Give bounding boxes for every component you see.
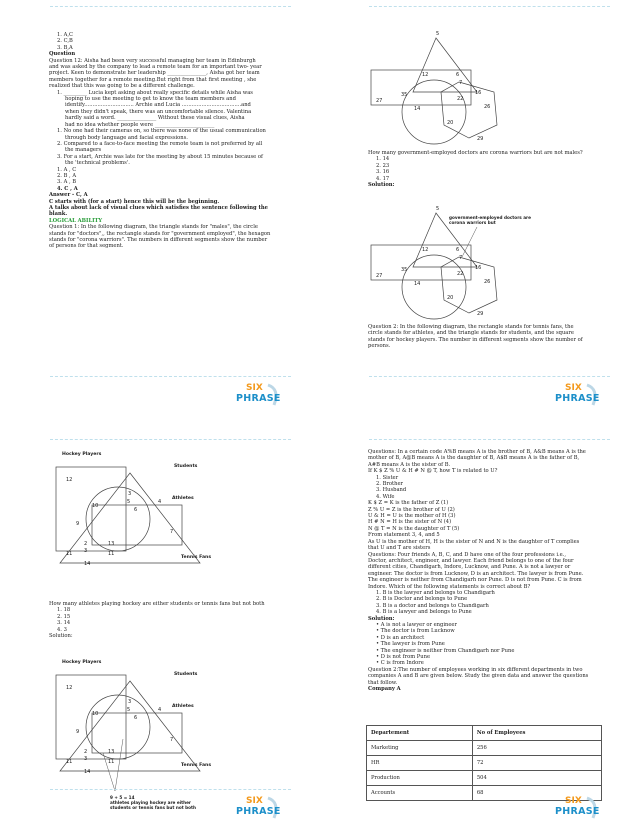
label-tennis: Tennis Fans [181,555,212,560]
page-divider [369,439,610,440]
text-line: Company A [368,686,401,693]
segment-number: 16 [475,265,482,271]
text-line: 4. C , A [57,185,78,192]
segment-number: 5 [436,31,440,37]
table-header-cell: Departement [367,726,473,741]
segment-number: 11 [66,759,73,765]
text-line: A#B means A is the sister of B. [368,461,451,468]
segment-number: 6 [134,715,138,721]
text-line: • The lawyer is from Pune [376,641,445,648]
text-line: hoping to use the meeting to get to know the team members and [65,96,236,103]
page-divider [50,6,291,7]
table-cell: Marketing [367,741,473,756]
text-line: • A is not a lawyer or engineer [376,621,457,628]
logo-six: SIX [246,796,263,806]
segment-number: 11 [108,759,115,765]
text-line: C starts with (for a start) hence this will be the beginning. [49,198,220,205]
text-line: 2. 15 [57,613,71,620]
logo-six: SIX [565,383,582,393]
page-divider [50,376,291,377]
venn-diagram-solution [319,205,638,335]
text-line: 3. B,A [57,44,73,51]
text-line: • The engineer is neither from Chandigarh nor Pune [376,647,515,654]
annotation-text-2: corona warriors but [449,220,496,225]
question-2-text [368,324,583,350]
text-line: the managers [65,147,102,154]
segment-number: 4 [158,499,162,505]
text-line: 1. A,C [57,32,73,38]
text-line: • C is from Indore [376,660,424,667]
text-line: companies A and B are given below. Study the given data and answer the questions [368,673,589,680]
text-line: and was asked by the company to lead a remote team for an important two- year [49,64,262,71]
text-line: 1. _________ Lucia kept asking about really specific details while Aisha was [57,89,253,96]
text-line: Questions: Four friends A, B, C, and D have one of the four professions i.e., [368,551,567,558]
segment-number: 11 [66,551,73,557]
text-line: Question 1: In the following diagram, the triangle stands for "males", the circle [49,224,258,231]
page-divider [50,789,291,790]
text-line: H # N = H is the sister of N (4) [368,519,452,526]
text-line: stands for "corona warriors". The numbers in different segments show the number [49,237,268,243]
text-line: Solution: [49,633,73,640]
segment-number: 6 [134,507,138,513]
label-hockey: Hockey Players [62,452,102,457]
text-line: A talks about lack of visual clues which satisfies the sentence following the [49,204,268,211]
segment-number: 13 [108,749,115,755]
table-cell: 68 [472,786,601,801]
text-line: project. Keen to demonstrate her leadership _______________, Aisha got her team [49,70,260,77]
text-line: 2. 23 [376,162,390,169]
table-cell: 72 [472,756,601,771]
text-line: engineer. The doctor is from Lucknow, D is an architect. The lawyer is from Pune. [368,570,584,577]
table-row [367,771,602,786]
logo-phrase: PHRASE [555,806,600,817]
logo-six: SIX [565,796,582,806]
segment-number: 10 [92,711,99,717]
text-line: 3. For a start, Archie was late for the meeting by about 15 minutes because of [57,153,263,160]
text-line: K $ Z = K is the father of Z (1) [368,500,449,507]
segment-number: 5 [436,206,440,212]
text-line: Solution: [368,615,395,622]
segment-number: 16 [475,90,482,96]
text-line: 3. A , B [57,179,77,186]
text-line: Indore. Which of the following statements is correct about B? [368,583,531,590]
text-line: Question 2: In the following diagram, the rectangle stands for tennis fans, the [368,324,574,330]
text-line: 4. B is a lawyer and belongs to Pune [376,609,472,616]
segment-number: 5 [127,499,131,505]
text-line: identify.............................. Archie and Lucia ....................................and [65,102,251,109]
segment-number: 35 [401,267,408,273]
table-header-cell: No of Employees [472,726,601,741]
segment-number: 12 [422,247,429,253]
page-2 [319,0,638,413]
sixphrase-logo-p4 [551,796,609,820]
text-line: stands for hockey players. The number in different segments show the number of [368,336,583,343]
segment-number: 7 [459,80,463,86]
venn-diagram-hockey [0,445,319,595]
segment-number: 14 [414,281,421,287]
segment-number: 35 [401,92,408,98]
text-line: 4. 17 [376,175,390,182]
text-line: Z % U = Z is the brother of U (2) [368,506,455,513]
text-line: 4. 3 [57,626,67,633]
label-tennis: Tennis Fans [181,763,212,768]
page-4-text [368,449,588,692]
text-line: The engineer is neither from Chandigarh nor Pune. D is not from Pune. C is from [368,577,582,584]
text-line: If K $ Z % U & H # N @ T, how T is related to U? [368,468,498,475]
text-line: that U and T are sisters [368,545,431,552]
students-triangle [60,681,200,771]
segment-number: 3 [128,491,132,497]
employees-table [366,725,602,801]
segment-number: 12 [66,685,73,691]
segment-number: 29 [477,311,484,317]
segment-number: 4 [158,707,162,713]
table-cell: 504 [472,771,601,786]
text-line: mother of B, A@B means A is the daughter of B, A$B means A is the father of B, [368,455,580,462]
text-line: LOGICAL ABILITY [49,217,103,224]
text-line: 2. B , A [57,172,77,179]
sixphrase-logo [232,796,290,820]
text-line: Question [49,51,76,58]
text-line: 1. 18 [57,607,71,614]
text-line: From statement 3, 4, and 5 [368,532,440,539]
table-cell: HR [367,756,473,771]
table-cell: Production [367,771,473,786]
segment-number: 9 [76,729,80,735]
segment-number: 26 [484,279,491,285]
text-line: that follow. [368,679,398,686]
annotation-arrow [462,227,477,257]
text-line: persons. [368,343,391,350]
segment-number: 9 [76,521,80,527]
athletes-circle [86,487,150,551]
text-line: 3. Husband [376,487,407,494]
text-line: 4. Wife [376,493,395,500]
text-line: had no idea whether people were _______________________ [65,121,215,128]
page-1 [0,0,319,413]
segment-number: 22 [457,96,464,102]
text-line: 2. Brother [376,481,403,488]
segment-number: 7 [459,255,463,261]
text-line: 1. Sister [376,474,399,481]
text-line: different cities, Chandigarh, Indore, Lucknow, and Pune. A is not a lawyer or [368,564,571,571]
logo-six: SIX [246,383,263,393]
text-line: 1. 14 [376,156,390,163]
text-line: Solution: [368,182,395,189]
text-line: • D is not from Pune [376,654,431,660]
table-cell: Accounts [367,786,473,801]
text-line: blank. [49,211,68,218]
text-line: 3. B is a doctor and belongs to Chandigarh [376,602,489,609]
segment-number: 29 [477,136,484,142]
segment-number: 7 [170,737,174,743]
segment-number: 3 [84,756,88,762]
segment-number: 12 [66,477,73,483]
label-students: Students [174,464,198,469]
segment-number: 11 [108,551,115,557]
segment-number: 2 [84,541,88,547]
table-row [367,756,602,771]
diagram-circle [402,255,466,319]
text-line: 1. A , C [57,166,77,173]
page-divider [369,6,610,7]
segment-number: 22 [457,271,464,277]
text-line: the 'technical problems'. [65,160,130,167]
page-3 [0,413,319,826]
segment-number: 6 [456,247,460,253]
page-divider [369,376,610,377]
text-line: Question 12: Aisha had been very successful managing her team in Edinburgh [49,57,256,64]
text-line: when they didn't speak, there was an uncomfortable silence. Valentina [65,108,252,115]
text-line: How many government-employed doctors are corona warriors but are not males? [368,150,583,156]
segment-number: 27 [376,273,383,279]
text-line: members together for a remote meeting.But right from that first meeting , she [49,76,257,83]
text-line: through body language and facial expressions. [65,134,188,141]
text-line: realized that this was going to be a different challenge. [49,83,195,90]
students-triangle [60,473,200,563]
text-line: 2. Compared to a face-to-face meeting the remote team is not preferred by all [57,140,263,147]
text-line: Question 2:The number of employees working in six different departments in two [368,666,583,673]
text-line: 3. 16 [376,169,390,176]
text-line: of persons for that segment. [49,243,124,250]
text-line: 2. B is Doctor and belongs to Pune [376,596,468,603]
text-line: hardly said a word. _______________ Without these visual clues, Aisha [65,115,245,122]
text-line: 2. C,B [57,38,73,45]
venn-diagram-doctors [319,30,638,163]
text-line: circle stands for athletes, and the triangle stands for students, and the square [368,330,574,337]
text-line: • The doctor is from Lucknow [376,628,455,635]
text-line: 3. 14 [57,620,71,627]
text-line: • D is an architect [376,634,425,641]
segment-number: 2 [84,749,88,755]
solution-note-1: 9 + 5 = 14 [110,795,135,800]
page-1-text [49,32,270,250]
annotation-arrow [115,739,123,791]
question-text [368,150,583,188]
diagram-hexagon [441,257,497,313]
label-students: Students [174,672,198,677]
text-line: N @ T = N is the daughter of T (5) [368,525,460,532]
segment-number: 3 [84,548,88,554]
solution-note-3: students or tennis fans but not both [110,805,197,810]
label-hockey: Hockey Players [62,660,102,665]
annotation-text-1: government-employed doctors are [449,215,531,220]
page-divider [50,439,291,440]
diagram-triangle [413,38,477,92]
segment-number: 12 [422,72,429,78]
athletes-circle [86,695,150,759]
question-text [49,601,265,639]
solution-note-2: athletes playing hockey are either [110,800,191,805]
segment-number: 27 [376,98,383,104]
segment-number: 10 [92,503,99,509]
segment-number: 7 [170,529,174,535]
text-line: As U is the mother of H, H is the sister of N and N is the daughter of T complies [368,538,580,545]
diagram-hexagon [441,82,497,138]
text-line: Doctor, architect, engineer, and lawyer. Each friend belongs to one of the four [368,557,574,564]
label-athletes: Athletes [172,496,194,501]
diagram-circle [402,80,466,144]
text-line: Answer - C, A [49,192,88,199]
segment-number: 6 [456,72,460,78]
sixphrase-logo [551,383,609,407]
segment-number: 14 [414,106,421,112]
logo-phrase: PHRASE [555,393,600,404]
segment-number: 13 [108,541,115,547]
logo-phrase: PHRASE [236,806,281,817]
text-line: Questions: In a certain code A%B means A is the brother of B, A&B means A is the [368,449,586,455]
text-line: stands for "doctors",, the rectangle stands for "government employed", the hexagon [49,230,271,237]
segment-number: 14 [84,561,91,567]
segment-number: 26 [484,104,491,110]
sixphrase-logo-p1 [232,383,290,407]
segment-number: 14 [84,769,91,775]
segment-number: 20 [447,120,454,126]
segment-number: 20 [447,295,454,301]
table-row [367,741,602,756]
segment-number: 5 [127,707,131,713]
table-cell: 256 [472,741,601,756]
segment-number: 3 [128,699,132,705]
logo-phrase: PHRASE [236,393,281,404]
text-line: 1. No one had their cameras on, so there was none of the usual communication [57,128,266,135]
label-athletes: Athletes [172,704,194,709]
text-line: How many athletes playing hockey are either students or tennis fans but not both [49,601,265,607]
text-line: U & H = U is the mother of H (3) [368,513,456,520]
text-line: 1. B is the lawyer and belongs to Chandigarh [376,589,495,596]
